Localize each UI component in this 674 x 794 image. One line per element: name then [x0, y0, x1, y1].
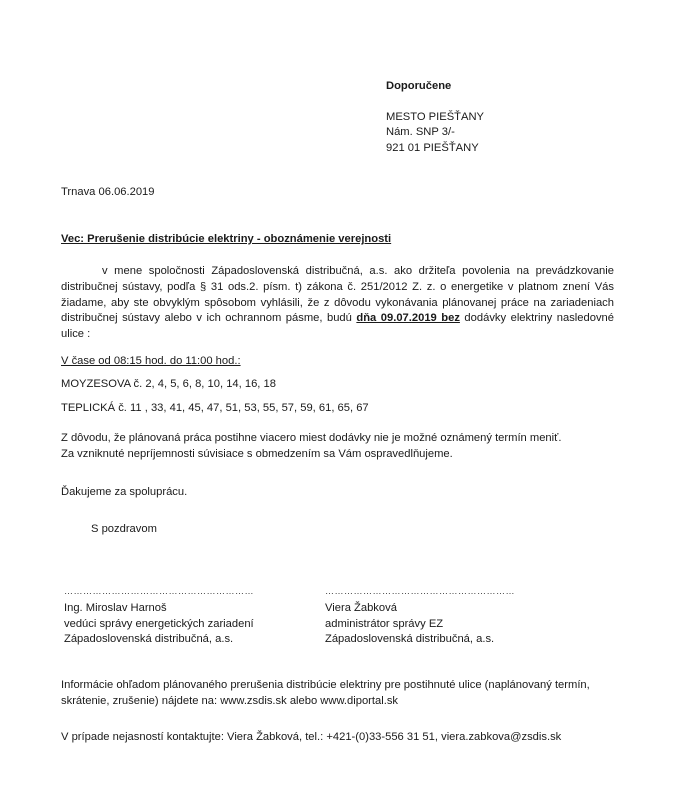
signatory-role: vedúci správy energetických zariadení — [64, 617, 254, 630]
recipient-city: 921 01 PIEŠŤANY — [386, 141, 479, 154]
signatory-company: Západoslovenská distribučná, a.s. — [64, 633, 234, 645]
notice-line: Z dôvodu, že plánovaná práca postihne viacero miest dodávky nie je možné oznámený termín meniť. — [61, 432, 562, 444]
street-list-item: TEPLICKÁ č. 11 , 33, 41, 45, 47, 51, 53, 55, 57, 59, 61, 65, 67 — [61, 402, 369, 414]
signatory-block — [325, 601, 494, 648]
subject-line: Vec: Prerušenie distribúcie elektriny - oboznámenie verejnosti — [61, 233, 392, 245]
spacer — [386, 95, 484, 110]
info-line: skrátenie, zrušenie) nájdete na: www.zsdis.sk alebo www.diportal.sk — [61, 695, 399, 707]
body-text-end: dodávky elektriny nasledovné ulice : — [61, 312, 614, 341]
notice-block — [61, 431, 561, 463]
body-text-start: v mene spoločnosti Západoslovenská distribučná, a.s. ako držiteľa povolenia na prevádzkovanie distribučnej sústavy, podľa § 31 ods.2. písm. t) zákona č. 251/2012 Z. z. o energetike v platnom znení Vás žiadame, aby ste obvyklým spôsobom vyhlásili, že z dôvodu vykonávania plánovanej práce na zariadeniach distribučnej sústavy alebo v ich ochrannom pásme, budú — [61, 265, 614, 325]
time-heading: V čase od 08:15 hod. do 11:00 hod.: — [61, 355, 241, 367]
info-line: Informácie ohľadom plánovaného prerušenia distribúcie elektriny pre postihnuté ulice (naplánovaný termín, — [61, 679, 590, 691]
signatory-role: administrátor správy EZ — [325, 617, 444, 630]
signatory-block — [64, 601, 254, 648]
delivery-type: Doporučene — [386, 80, 452, 92]
recipient-block — [386, 79, 484, 156]
signature-line: …………………………………………………… — [325, 586, 515, 596]
signature-line: …………………………………………………… — [64, 586, 254, 596]
signatory-name: Ing. Miroslav Harnoš — [64, 602, 167, 614]
street-list-item: MOYZESOVA č. 2, 4, 5, 6, 8, 10, 14, 16, 18 — [61, 378, 276, 390]
notice-line: Za vzniknuté nepríjemnosti súvisiace s obmedzením sa Vám ospravedlňujeme. — [61, 447, 453, 460]
recipient-name: MESTO PIEŠŤANY — [386, 110, 485, 123]
date-line: Trnava 06.06.2019 — [61, 186, 155, 198]
outage-date: dňa 09.07.2019 bez — [356, 312, 460, 325]
body-paragraph — [61, 264, 614, 343]
recipient-street: Nám. SNP 3/- — [386, 126, 455, 138]
signatory-name: Viera Žabková — [325, 602, 397, 614]
thanks-line: Ďakujeme za spoluprácu. — [61, 486, 188, 498]
contact-line: V prípade nejasností kontaktujte: Viera Žabková, tel.: +421-(0)33-556 31 51, viera.zabkova@zsdis.sk — [61, 731, 562, 743]
regards-line: S pozdravom — [91, 523, 157, 535]
info-block — [61, 677, 590, 709]
signatory-company: Západoslovenská distribučná, a.s. — [325, 633, 495, 645]
